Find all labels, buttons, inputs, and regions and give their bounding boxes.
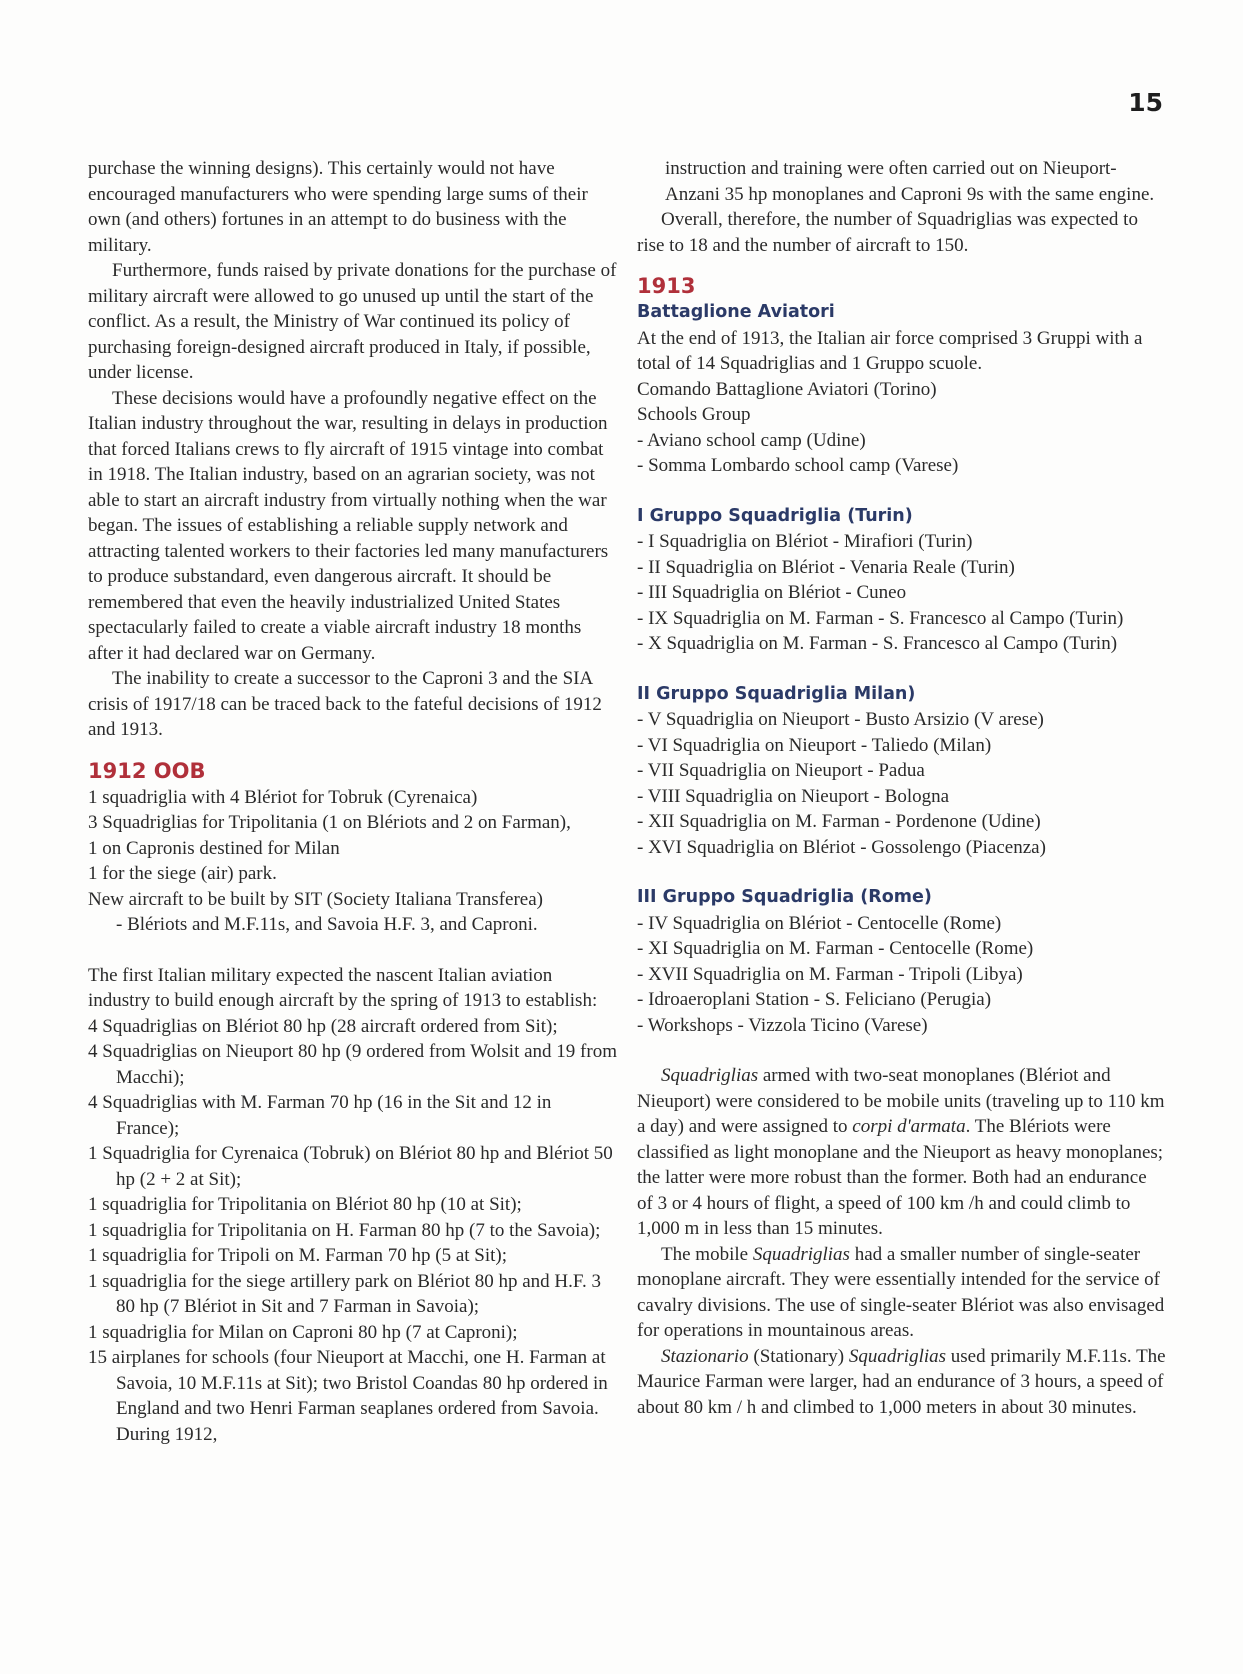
section-heading-1912-oob: 1912 OOB [88, 758, 206, 783]
italic-term: Squadriglias [661, 1065, 759, 1086]
italic-term: corpi d'armata [852, 1116, 966, 1137]
subheading-iii-gruppo: III Gruppo Squadriglia (Rome) [637, 887, 932, 907]
text-run: The mobile [661, 1243, 753, 1265]
list-item: - IX Squadriglia on M. Farman - S. Francesco al Campo (Turin) [637, 607, 1124, 629]
right-column [637, 156, 1167, 1420]
subheading-ii-gruppo: II Gruppo Squadriglia Milan) [637, 683, 916, 704]
text-run: . The Blériots were classified as light monoplane and the Nieuport as heavy monoplanes; the latter were more robust than the former. Both had an endurance of 3 or 4 hours of flight, a speed of 100 km /h and could climb to 1,000 m in less than 15 minutes. [637, 1116, 1164, 1239]
list-item: Schools Group [637, 404, 751, 425]
paragraph: Overall, therefore, the number of Squadriglias was expected to rise to 18 and the number of aircraft to 150. [637, 209, 1138, 256]
text-run: used primarily M.F.11s. The Maurice Farman were larger, had an endurance of 3 hours, a speed of about 80 km / h and climbed to 1,000 meters in about 30 minutes. [637, 1345, 1166, 1418]
text-run: armed with two-seat monoplanes (Blériot and Nieuport) were considered to be mobile units (traveling up to 110 km a day) and were assigned to [637, 1065, 1165, 1137]
list-item: New aircraft to be built by SIT (Society Italiana Transferea) [88, 888, 543, 910]
list-item: - VII Squadriglia on Nieuport - Padua [637, 760, 925, 781]
paragraph: The first Italian military expected the nascent Italian aviation industry to build enough aircraft by the spring of 1913 to establish: [88, 964, 598, 1011]
paragraph: Furthermore, funds raised by private donations for the purchase of military aircraft were allowed to go unused up until the start of the conflict. As a result, the Ministry of War continued its policy of purchasing foreign-designed aircraft produced in Italy, if possible, under license. [88, 260, 617, 383]
list-item: - Idroaeroplani Station - S. Feliciano (Perugia) [637, 989, 992, 1010]
left-column [88, 156, 618, 1447]
list-item: - II Squadriglia on Blériot - Venaria Reale (Turin) [637, 556, 1015, 578]
paragraph: purchase the winning designs). This certainly would not have encouraged manufacturers who were spending large sums of their own (and others) fortunes in an attempt to do business with the military. [88, 158, 588, 256]
list-item: - XI Squadriglia on M. Farman - Centocelle (Rome) [637, 938, 1034, 959]
list-item: 1 on Capronis destined for Milan [88, 837, 340, 859]
paragraph: The inability to create a successor to the Caproni 3 and the SIA crisis of 1917/18 can be traced back to the fateful decisions of 1912 and 1913. [88, 668, 602, 740]
spacer [637, 1038, 1167, 1063]
oob-list [88, 785, 618, 938]
list-item-continuation: - Blériots and M.F.11s, and Savoia H.F. 3, and Caproni. [116, 914, 538, 935]
section-heading-1913: 1913 [637, 274, 696, 298]
list-item: - IV Squadriglia on Blériot - Centocelle (Rome) [637, 912, 1002, 934]
list-item: - X Squadriglia on M. Farman - S. Francesco al Campo (Turin) [637, 633, 1118, 654]
list-item: 1 Squadriglia for Cyrenaica (Tobruk) on Blériot 80 hp and Blériot 50 hp (2 + 2 at Sit); [88, 1143, 613, 1190]
italic-term: Stazionario [661, 1345, 749, 1367]
list-item: - VI Squadriglia on Nieuport - Taliedo (Milan) [637, 734, 992, 756]
list-item: - Somma Lombardo school camp (Varese) [637, 455, 959, 476]
list-item: - V Squadriglia on Nieuport - Busto Arsizio (V arese) [637, 709, 1044, 730]
list-item: 1 squadriglia for Tripolitania on H. Farman 80 hp (7 to the Savoia); [88, 1219, 601, 1241]
paragraph: At the end of 1913, the Italian air force comprised 3 Gruppi with a total of 14 Squadriglias and 1 Gruppo scuole. [637, 327, 1143, 374]
list-item: 4 Squadriglias with M. Farman 70 hp (16 in the Sit and 12 in France); [88, 1092, 552, 1139]
list-item: 4 Squadriglias on Nieuport 80 hp (9 ordered from Wolsit and 19 from Macchi); [88, 1041, 617, 1088]
list-item: 1 for the siege (air) park. [88, 863, 277, 884]
paragraph-mobile-squadriglias [637, 1063, 1167, 1242]
list-item: 15 airplanes for schools (four Nieuport at Macchi, one H. Farman at Savoia, 10 M.F.11s at Sit); two Bristol Coandas 80 hp ordered in England and two Henri Farman seaplanes ordered from Savoia. During 1912, [88, 1347, 608, 1445]
spacer [637, 479, 1167, 504]
paragraph-continuation: instruction and training were often carried out on Nieuport-Anzani 35 hp monoplanes and Caproni 9s with the same engine. [665, 158, 1155, 205]
spacer [637, 860, 1167, 885]
list-item: - Aviano school camp (Udine) [637, 429, 866, 451]
spacer [88, 938, 618, 963]
list-item: - XVII Squadriglia on M. Farman - Tripoli (Libya) [637, 963, 1023, 985]
paragraph-stationary [637, 1344, 1167, 1421]
text-run: (Stationary) [748, 1345, 849, 1367]
list-item: 1 squadriglia for Tripoli on M. Farman 70 hp (5 at Sit); [88, 1245, 508, 1266]
list-item: 1 squadriglia for Milan on Caproni 80 hp (7 at Caproni); [88, 1321, 518, 1343]
list-item: - Workshops - Vizzola Ticino (Varese) [637, 1014, 928, 1036]
list-item: - III Squadriglia on Blériot - Cuneo [637, 582, 907, 603]
italic-term: Squadriglias [848, 1345, 947, 1367]
text-run: had a smaller number of single-seater monoplane aircraft. They were essentially intended for the service of cavalry divisions. The use of single-seater Blériot was also envisaged for operations in mountainous areas. [637, 1243, 1165, 1341]
paragraph-single-seater [637, 1242, 1167, 1344]
paragraph: These decisions would have a profoundly negative effect on the Italian industry throughout the war, resulting in delays in production that forced Italians crews to fly aircraft of 1915 vintage into combat in 1918. The Italian industry, based on an agrarian society, was not able to start an aircraft industry from virtually nothing when the war began. The issues of establishing a reliable supply network and attracting talented workers to their factories led many manufacturers to produce substandard, even dangerous aircraft. It should be remembered that even the heavily industrialized United States spectacularly failed to create a viable aircraft industry 18 months after it had declared war on Germany. [88, 387, 609, 664]
list-item: 4 Squadriglias on Blériot 80 hp (28 aircraft ordered from Sit); [88, 1015, 558, 1037]
list-item: - VIII Squadriglia on Nieuport - Bologna [637, 785, 950, 807]
list-item: - XII Squadriglia on M. Farman - Pordenone (Udine) [637, 811, 1041, 832]
subheading-battaglione-aviatori: Battaglione Aviatori [637, 302, 835, 322]
list-item: Comando Battaglione Aviatori (Torino) [637, 378, 937, 400]
list-item: 3 Squadriglias for Tripolitania (1 on Blériots and 2 on Farman), [88, 812, 571, 833]
list-item: - XVI Squadriglia on Blériot - Gossolengo (Piacenza) [637, 836, 1046, 858]
list-item: - I Squadriglia on Blériot - Mirafiori (Turin) [637, 531, 973, 552]
expectation-list [88, 1014, 618, 1448]
page-number: 15 [1128, 88, 1163, 117]
spacer [637, 657, 1167, 682]
list-item: 1 squadriglia with 4 Blériot for Tobruk (Cyrenaica) [88, 786, 478, 808]
list-item: 1 squadriglia for Tripolitania on Blériot 80 hp (10 at Sit); [88, 1194, 522, 1215]
italic-term: Squadriglias [752, 1243, 850, 1265]
subheading-i-gruppo: I Gruppo Squadriglia (Turin) [637, 505, 913, 526]
list-item: 1 squadriglia for the siege artillery park on Blériot 80 hp and H.F. 3 80 hp (7 Blériot in Sit and 7 Farman in Savoia); [88, 1270, 601, 1317]
